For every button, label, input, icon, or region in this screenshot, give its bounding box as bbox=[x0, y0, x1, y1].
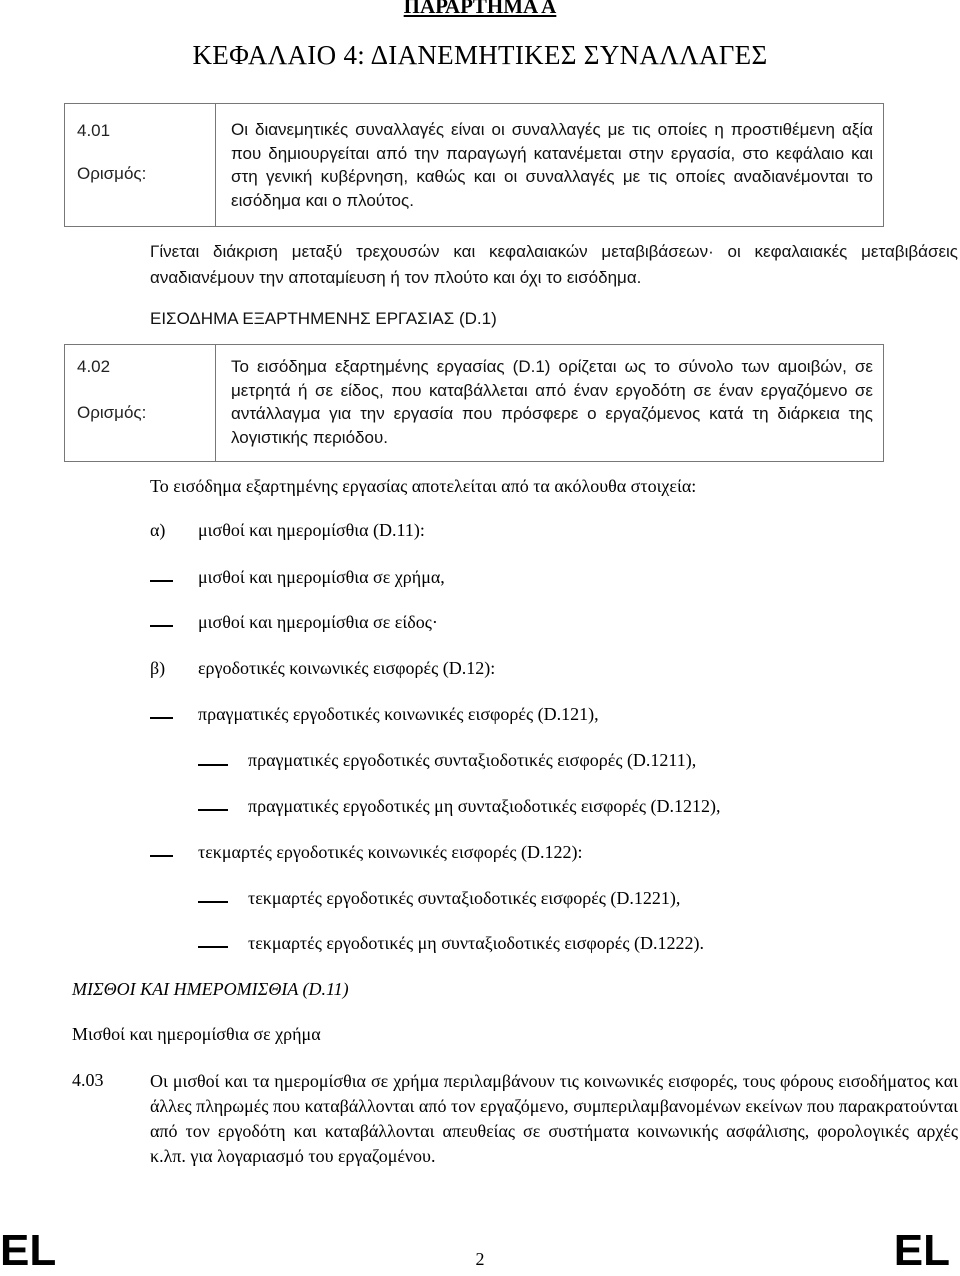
definition-number: 4.01 bbox=[77, 121, 111, 140]
definition-box-401 bbox=[64, 103, 884, 227]
dash-bullet bbox=[198, 901, 228, 903]
list-marker-b: β) bbox=[150, 658, 166, 678]
chapter-title: ΚΕΦΑΛΑΙΟ 4: ΔΙΑΝΕΜΗΤΙΚΕΣ ΣΥΝΑΛΛΑΓΕΣ bbox=[192, 40, 768, 70]
subheading-plain: Μισθοί και ημερομίσθια σε χρήμα bbox=[72, 1024, 321, 1044]
list-item-b1a: πραγματικές εργοδοτικές συνταξιοδοτικές εισφορές (D.1211), bbox=[248, 750, 697, 770]
dash-bullet bbox=[150, 855, 173, 857]
box-divider bbox=[215, 345, 216, 461]
list-item-b: εργοδοτικές κοινωνικές εισφορές (D.12): bbox=[198, 658, 496, 678]
footer-language-right: EL bbox=[893, 1226, 950, 1275]
paragraph-403: Οι μισθοί και τα ημερομίσθια σε χρήμα περιλαμβάνουν τις κοινωνικές εισφορές, τους φόρους εισοδήματος και άλλες πληρωμές που καταβάλλονται από τον εργαζόμενο, συμπεριλαμβανομένων εκείνων που παρακρατούνται από τον εργοδότη και καταβάλλονται απευθείας σε συστήματα κοινωνικής ασφάλισης, φορολογικές αρχές κ.λπ. για λογαριασμό του εργαζομένου. bbox=[150, 1071, 958, 1166]
list-marker-a: α) bbox=[150, 520, 166, 540]
definition-label: Ορισμός: bbox=[77, 403, 147, 422]
definition-number: 4.02 bbox=[77, 357, 111, 376]
dash-bullet bbox=[150, 717, 173, 719]
list-item-b2: τεκμαρτές εργοδοτικές κοινωνικές εισφορές (D.122): bbox=[198, 842, 583, 862]
list-item-a: μισθοί και ημερομίσθια (D.11): bbox=[198, 520, 425, 540]
dash-bullet bbox=[150, 625, 173, 627]
list-item-b1b: πραγματικές εργοδοτικές μη συνταξιοδοτικές εισφορές (D.1212), bbox=[248, 796, 721, 816]
distinction-paragraph: Γίνεται διάκριση μεταξύ τρεχουσών και κεφαλαιακών μεταβιβάσεων· οι κεφαλαιακές μεταβιβάσεις αναδιανέμουν την αποταμίευση ή τον πλούτο και όχι το εισόδημα. bbox=[150, 242, 958, 287]
section-heading: ΕΙΣΟΔΗΜΑ ΕΞΑΡΤΗΜΕΝΗΣ ΕΡΓΑΣΙΑΣ (D.1) bbox=[150, 309, 497, 328]
definition-text: Το εισόδημα εξαρτημένης εργασίας (D.1) ορίζεται ως το σύνολο των αμοιβών, σε μετρητά ή σε είδος, που καταβάλλεται από έναν εργοδότη σε έναν εργαζόμενο σε αντάλλαγμα για την εργασία που πρόσφερε ο εργαζόμενος κατά τη διάρκεια της λογιστικής περιόδου. bbox=[231, 357, 873, 447]
dash-bullet bbox=[150, 580, 173, 582]
components-intro: Το εισόδημα εξαρτημένης εργασίας αποτελείται από τα ακόλουθα στοιχεία: bbox=[150, 476, 697, 496]
dash-bullet bbox=[198, 946, 228, 948]
definition-text: Οι διανεμητικές συναλλαγές είναι οι συναλλαγές με τις οποίες η προστιθέμενη αξία που δημιουργείται από την παραγωγή κατανέμεται στην εργασία, στο κεφάλαιο και στη γενική κυβέρνηση, καθώς και οι συναλλαγές με τις οποίες αναδιανέμονται το εισόδημα και ο πλούτος. bbox=[231, 120, 873, 210]
list-item-b2a: τεκμαρτές εργοδοτικές συνταξιοδοτικές εισφορές (D.1221), bbox=[248, 888, 681, 908]
paragraph-number-403: 4.03 bbox=[72, 1070, 104, 1090]
list-item-a2: μισθοί και ημερομίσθια σε είδος· bbox=[198, 612, 438, 632]
list-item-b2b: τεκμαρτές εργοδοτικές μη συνταξιοδοτικές εισφορές (D.1222). bbox=[248, 933, 704, 953]
dash-bullet bbox=[198, 809, 228, 811]
subheading-italic: ΜΙΣΘΟΙ ΚΑΙ ΗΜΕΡΟΜΙΣΘΙΑ (D.11) bbox=[72, 979, 349, 999]
list-item-b1: πραγματικές εργοδοτικές κοινωνικές εισφορές (D.121), bbox=[198, 704, 599, 724]
box-divider bbox=[215, 104, 216, 226]
page-number: 2 bbox=[475, 1249, 485, 1269]
definition-label: Ορισμός: bbox=[77, 164, 147, 183]
annex-title: ΠΑΡΑΡΤΗΜΑ Α bbox=[403, 0, 557, 18]
footer-language-left: EL bbox=[0, 1226, 57, 1275]
dash-bullet bbox=[198, 764, 228, 766]
definition-box-402 bbox=[64, 344, 884, 462]
list-item-a1: μισθοί και ημερομίσθια σε χρήμα, bbox=[198, 567, 445, 587]
